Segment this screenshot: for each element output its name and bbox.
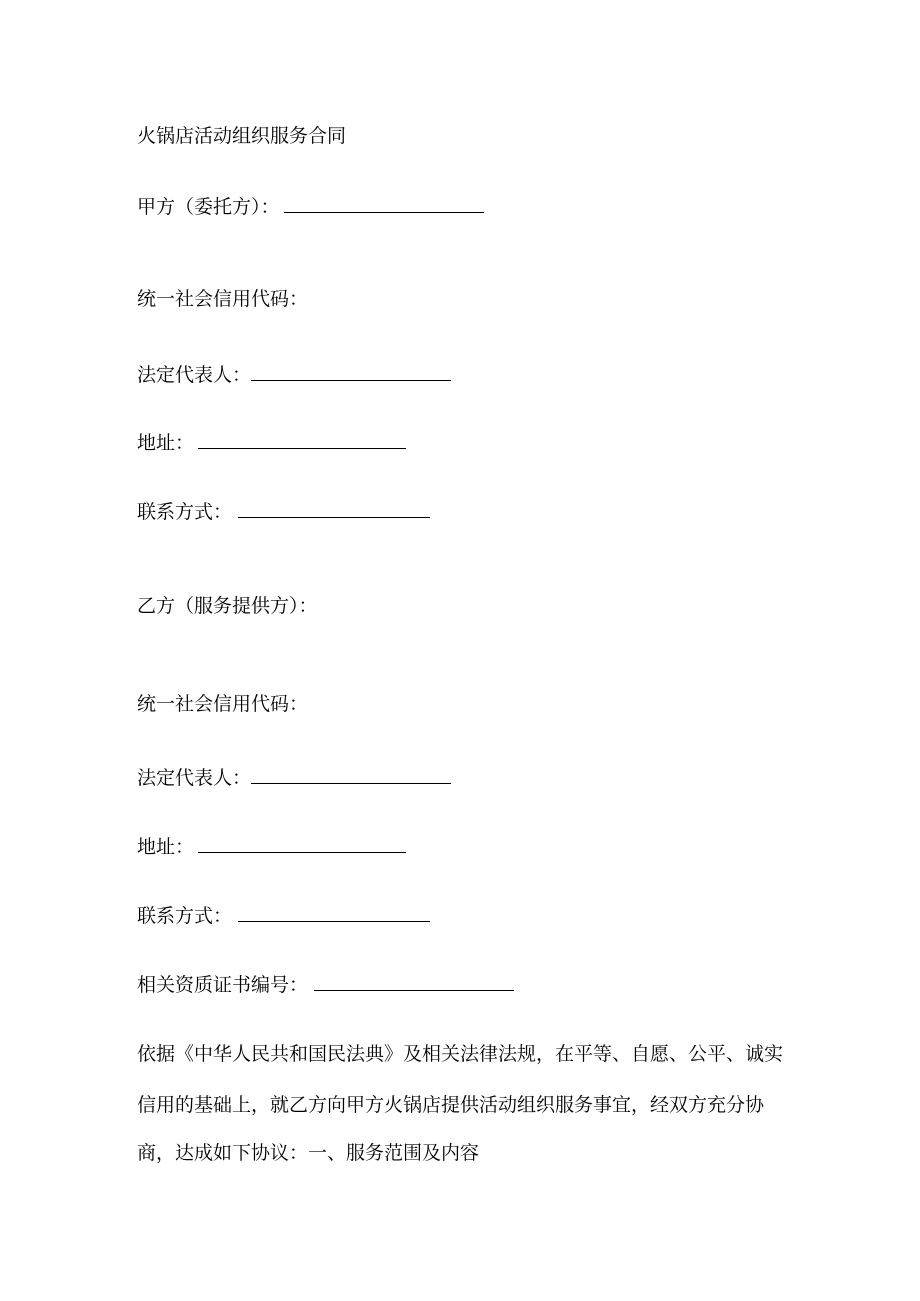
preamble-line: 依据《中华人民共和国民法典》及相关法律法规，在平等、自愿、公平、诚实 <box>137 1043 784 1065</box>
party-b-legal-rep-label: 法定代表人： <box>137 767 252 789</box>
party-a-credit-code-label: 统一社会信用代码： <box>137 288 309 310</box>
party-a-contact-label: 联系方式： <box>137 501 233 523</box>
preamble-line: 商，达成如下协议：一、服务范围及内容 <box>137 1142 480 1164</box>
party-b-contact-label: 联系方式： <box>137 905 233 927</box>
party-a-legal-rep-blank[interactable] <box>251 363 451 381</box>
party-a-address-blank[interactable] <box>198 431 406 449</box>
party-b-contact-row <box>137 904 430 928</box>
party-b-qualification-label: 相关资质证书编号： <box>137 974 309 996</box>
party-b-address-blank[interactable] <box>198 835 406 853</box>
party-a-contact-row <box>137 500 430 524</box>
party-b-legal-rep-row <box>137 766 451 790</box>
party-b-credit-code-label: 统一社会信用代码： <box>137 693 309 715</box>
party-a-address-row <box>137 431 406 455</box>
party-b-address-row <box>137 835 406 859</box>
party-b-qualification-row <box>137 973 514 997</box>
preamble-line: 信用的基础上，就乙方向甲方火锅店提供活动组织服务事宜，经双方充分协 <box>137 1094 765 1116</box>
party-b-qualification-blank[interactable] <box>314 973 514 991</box>
party-a-legal-rep-label: 法定代表人： <box>137 364 252 386</box>
party-a-name-blank[interactable] <box>284 195 484 213</box>
party-b-contact-blank[interactable] <box>238 904 430 922</box>
party-b-address-label: 地址： <box>137 836 195 858</box>
document-title: 火锅店活动组织服务合同 <box>137 125 347 147</box>
party-a-heading-row <box>137 195 484 219</box>
party-a-contact-blank[interactable] <box>238 500 430 518</box>
party-a-legal-rep-row <box>137 363 451 387</box>
party-a-heading: 甲方（委托方）： <box>137 196 280 218</box>
party-b-legal-rep-blank[interactable] <box>251 766 451 784</box>
party-a-address-label: 地址： <box>137 432 195 454</box>
party-b-heading: 乙方（服务提供方）： <box>137 595 318 617</box>
